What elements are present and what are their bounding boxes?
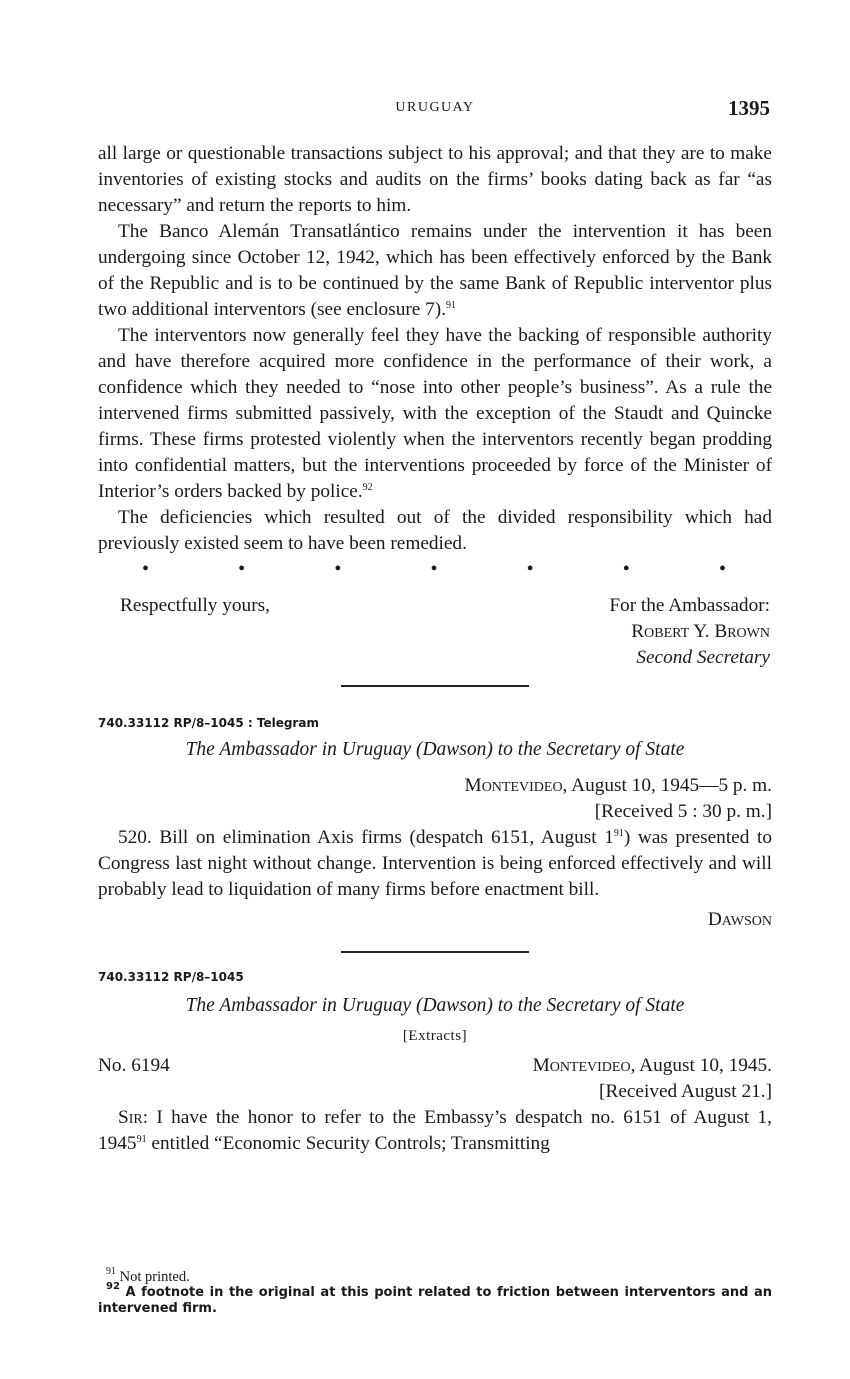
footnote-ref: 91 — [446, 300, 457, 311]
telegram-text-a: 520. Bill on elimination Axis firms (despatch 6151, August 1 — [118, 827, 614, 848]
received-line: [Received August 21.] — [599, 1081, 772, 1102]
complimentary-close: Respectfully yours, — [120, 595, 270, 616]
page-header — [98, 96, 772, 126]
paragraph-2 — [98, 219, 772, 323]
footnote-ref: 91 — [136, 1134, 147, 1145]
document-title: The Ambassador in Uruguay (Dawson) to the Secretary of State — [185, 995, 685, 1016]
dateline — [533, 1053, 772, 1079]
dot: • — [622, 558, 630, 580]
salutation: Sir — [118, 1107, 143, 1128]
received-line: [Received 5 : 30 p. m.] — [594, 801, 772, 822]
document-title: The Ambassador in Uruguay (Dawson) to the Secretary of State — [185, 739, 685, 760]
footnote-92 — [98, 1281, 772, 1317]
dot: • — [430, 558, 438, 580]
section-divider — [341, 951, 529, 953]
signer-name: Robert Y. Brown — [631, 621, 770, 642]
despatch-text-a: : I have the honor to refer to the Embassy’s despatch no. 6151 of August 1, 1945 — [98, 1107, 772, 1154]
footnote-mark: 91 — [106, 1266, 116, 1277]
dateline-date: August 10, 1945. — [635, 1055, 772, 1076]
omission-dots — [98, 559, 772, 585]
signature-block — [609, 593, 770, 671]
section-divider — [341, 685, 529, 687]
footnote-ref: 91 — [613, 828, 624, 839]
despatch-text-b: entitled “Economic Security Controls; Transmitting — [146, 1133, 550, 1154]
footnotes — [98, 1266, 772, 1317]
letter-closing — [98, 593, 772, 675]
page-body — [98, 141, 772, 1157]
dot: • — [526, 558, 534, 580]
file-reference: 740.33112 RP/8–1045 — [98, 970, 244, 984]
running-title: URUGUAY — [395, 100, 475, 115]
paragraph-3 — [98, 323, 772, 505]
dot: • — [142, 558, 150, 580]
telegram-signature: Dawson — [707, 909, 772, 930]
telegram-text — [98, 825, 772, 903]
footnote-text: A footnote in the original at this point related to friction between interventors and an intervened firm. — [98, 1285, 772, 1316]
paragraph-2-text: The Banco Alemán Transatlántico remains under the intervention it has been undergoing since October 12, 1942, which has been effectively enforced by the Bank of the Republic and is to be continued by the same Bank of Republic interventor plus two additional interventors (see enclosure 7). — [98, 221, 772, 320]
dot: • — [334, 558, 342, 580]
footnote-mark: 92 — [106, 1281, 120, 1292]
footnote-ref: 92 — [362, 482, 373, 493]
file-reference: 740.33112 RP/8–1045 : Telegram — [98, 716, 319, 730]
despatch-number: No. 6194 — [98, 1055, 170, 1076]
dot: • — [238, 558, 246, 580]
paragraph-1: all large or questionable transactions subject to his approval; and that they are to make inventories of existing stocks and audits on the firms’ books dating back as far “as necessary” and return the reports to him. — [98, 143, 772, 216]
paragraph-3-text: The interventors now generally feel they have the backing of responsible authority and have therefore acquired more confidence in the performance of their work, a confidence which they needed to “nose into other people’s business”. As a rule the intervened firms submitted passively, with the exception of the Staudt and Quincke firms. These firms protested violently when the interventors recently began prodding into confidential matters, but the interventions proceeded by force of the Minister of Interior’s orders backed by police. — [98, 325, 772, 502]
dateline-place: Montevideo, — [464, 775, 568, 796]
dot: • — [718, 558, 726, 580]
extracts-label: [Extracts] — [402, 1028, 468, 1044]
telegram-text-b: ) was presented to Congress last night without change. Intervention is being enforced effectively and will probably lead to liquidation of many firms before enactment bill. — [98, 827, 772, 900]
footnote-91 — [98, 1266, 772, 1285]
signature-for: For the Ambassador: — [609, 595, 770, 616]
dateline-date: August 10, 1945—5 p. m. — [567, 775, 772, 796]
dateline — [98, 773, 772, 799]
signer-title: Second Secretary — [636, 647, 770, 668]
page-number: 1395 — [728, 96, 770, 120]
dateline-place: Montevideo, — [532, 1055, 636, 1076]
footnote-text: Not printed. — [119, 1269, 190, 1285]
despatch-text — [98, 1105, 772, 1157]
paragraph-4: The deficiencies which resulted out of the divided responsibility which had previously existed seem to have been remedied. — [98, 507, 772, 554]
despatch-number-line — [98, 1053, 772, 1079]
